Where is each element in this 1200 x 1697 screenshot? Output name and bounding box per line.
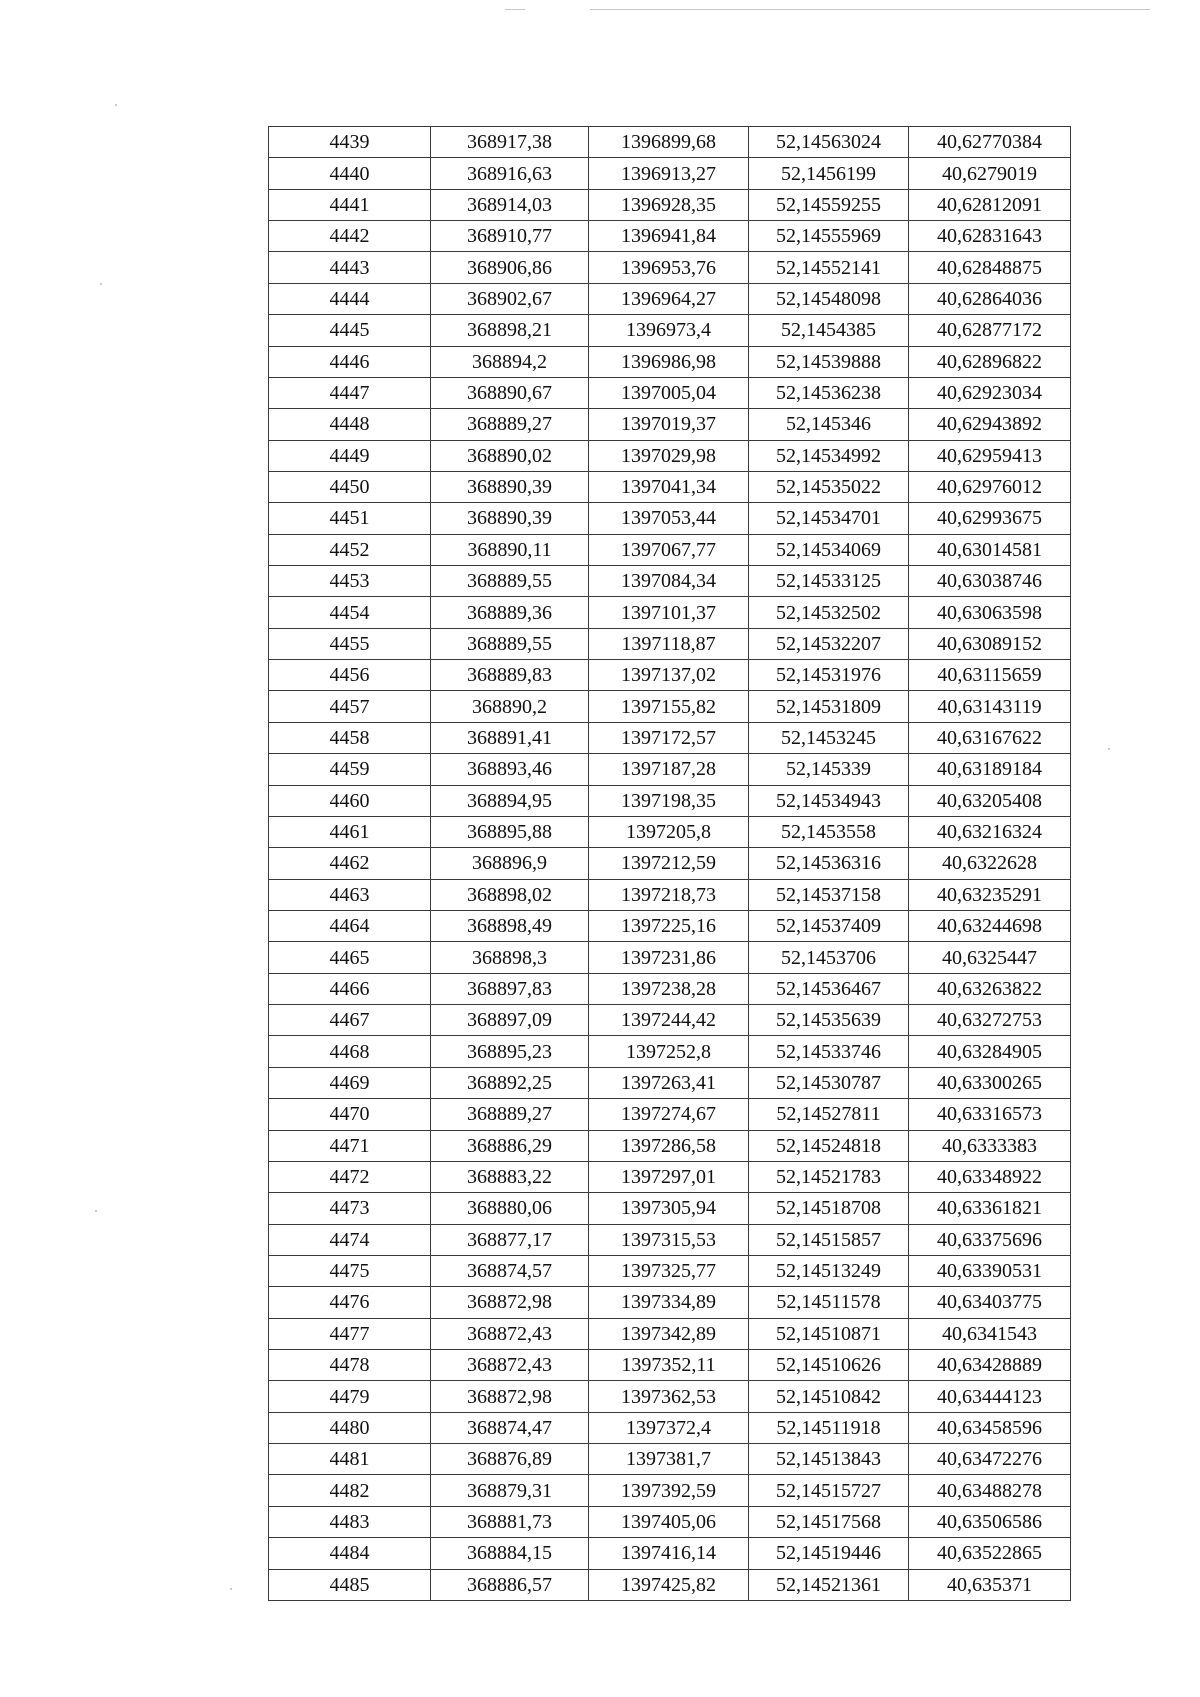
table-row	[269, 785, 1071, 816]
latitude-cell: 52,14533746	[749, 1036, 909, 1067]
point-number-cell: 4459	[269, 754, 431, 785]
latitude-cell: 52,14510626	[749, 1350, 909, 1381]
table-row	[269, 942, 1071, 973]
latitude-cell: 52,14555969	[749, 221, 909, 252]
y-coordinate-cell: 1397029,98	[589, 440, 749, 471]
latitude-cell: 52,14524818	[749, 1130, 909, 1161]
point-number-cell: 4449	[269, 440, 431, 471]
longitude-cell: 40,63244698	[909, 910, 1071, 941]
table-row	[269, 1318, 1071, 1349]
latitude-cell: 52,14527811	[749, 1099, 909, 1130]
latitude-cell: 52,14536238	[749, 377, 909, 408]
latitude-cell: 52,14531976	[749, 660, 909, 691]
y-coordinate-cell: 1397392,59	[589, 1475, 749, 1506]
longitude-cell: 40,63189184	[909, 754, 1071, 785]
latitude-cell: 52,14533125	[749, 566, 909, 597]
longitude-cell: 40,63428889	[909, 1350, 1071, 1381]
point-number-cell: 4476	[269, 1287, 431, 1318]
longitude-cell: 40,63143119	[909, 691, 1071, 722]
table-row	[269, 503, 1071, 534]
x-coordinate-cell: 368889,27	[431, 1099, 589, 1130]
longitude-cell: 40,63216324	[909, 816, 1071, 847]
x-coordinate-cell: 368895,23	[431, 1036, 589, 1067]
latitude-cell: 52,14530787	[749, 1067, 909, 1098]
point-number-cell: 4444	[269, 283, 431, 314]
point-number-cell: 4453	[269, 566, 431, 597]
y-coordinate-cell: 1396899,68	[589, 127, 749, 158]
y-coordinate-cell: 1397187,28	[589, 754, 749, 785]
longitude-cell: 40,62959413	[909, 440, 1071, 471]
latitude-cell: 52,14511918	[749, 1412, 909, 1443]
longitude-cell: 40,63014581	[909, 534, 1071, 565]
x-coordinate-cell: 368874,57	[431, 1255, 589, 1286]
table-row	[269, 816, 1071, 847]
x-coordinate-cell: 368910,77	[431, 221, 589, 252]
point-number-cell: 4460	[269, 785, 431, 816]
longitude-cell: 40,62896822	[909, 346, 1071, 377]
x-coordinate-cell: 368890,2	[431, 691, 589, 722]
longitude-cell: 40,62923034	[909, 377, 1071, 408]
latitude-cell: 52,14534069	[749, 534, 909, 565]
x-coordinate-cell: 368886,57	[431, 1569, 589, 1600]
table-row	[269, 597, 1071, 628]
point-number-cell: 4481	[269, 1444, 431, 1475]
table-row	[269, 910, 1071, 941]
point-number-cell: 4461	[269, 816, 431, 847]
x-coordinate-cell: 368906,86	[431, 252, 589, 283]
longitude-cell: 40,63284905	[909, 1036, 1071, 1067]
y-coordinate-cell: 1397381,7	[589, 1444, 749, 1475]
point-number-cell: 4463	[269, 879, 431, 910]
table-row	[269, 377, 1071, 408]
latitude-cell: 52,14536316	[749, 848, 909, 879]
table-row	[269, 1412, 1071, 1443]
point-number-cell: 4457	[269, 691, 431, 722]
latitude-cell: 52,14563024	[749, 127, 909, 158]
longitude-cell: 40,6322628	[909, 848, 1071, 879]
longitude-cell: 40,63390531	[909, 1255, 1071, 1286]
latitude-cell: 52,1453558	[749, 816, 909, 847]
x-coordinate-cell: 368881,73	[431, 1506, 589, 1537]
latitude-cell: 52,14521783	[749, 1161, 909, 1192]
latitude-cell: 52,14537409	[749, 910, 909, 941]
scan-speck	[1108, 748, 1110, 750]
table-row	[269, 346, 1071, 377]
longitude-cell: 40,635371	[909, 1569, 1071, 1600]
point-number-cell: 4441	[269, 189, 431, 220]
point-number-cell: 4452	[269, 534, 431, 565]
y-coordinate-cell: 1397067,77	[589, 534, 749, 565]
x-coordinate-cell: 368879,31	[431, 1475, 589, 1506]
table-row	[269, 127, 1071, 158]
latitude-cell: 52,1454385	[749, 315, 909, 346]
latitude-cell: 52,14518708	[749, 1193, 909, 1224]
point-number-cell: 4484	[269, 1538, 431, 1569]
longitude-cell: 40,63458596	[909, 1412, 1071, 1443]
y-coordinate-cell: 1396941,84	[589, 221, 749, 252]
point-number-cell: 4483	[269, 1506, 431, 1537]
latitude-cell: 52,14534992	[749, 440, 909, 471]
table-row	[269, 315, 1071, 346]
table-row	[269, 471, 1071, 502]
latitude-cell: 52,14552141	[749, 252, 909, 283]
x-coordinate-cell: 368902,67	[431, 283, 589, 314]
table-row	[269, 1569, 1071, 1600]
point-number-cell: 4475	[269, 1255, 431, 1286]
point-number-cell: 4471	[269, 1130, 431, 1161]
y-coordinate-cell: 1397263,41	[589, 1067, 749, 1098]
point-number-cell: 4451	[269, 503, 431, 534]
longitude-cell: 40,63472276	[909, 1444, 1071, 1475]
x-coordinate-cell: 368890,39	[431, 471, 589, 502]
longitude-cell: 40,63522865	[909, 1538, 1071, 1569]
x-coordinate-cell: 368893,46	[431, 754, 589, 785]
table-row	[269, 660, 1071, 691]
longitude-cell: 40,6341543	[909, 1318, 1071, 1349]
latitude-cell: 52,1456199	[749, 158, 909, 189]
latitude-cell: 52,14532207	[749, 628, 909, 659]
x-coordinate-cell: 368916,63	[431, 158, 589, 189]
point-number-cell: 4443	[269, 252, 431, 283]
point-number-cell: 4445	[269, 315, 431, 346]
point-number-cell: 4472	[269, 1161, 431, 1192]
x-coordinate-cell: 368896,9	[431, 848, 589, 879]
point-number-cell: 4448	[269, 409, 431, 440]
longitude-cell: 40,6333383	[909, 1130, 1071, 1161]
longitude-cell: 40,62848875	[909, 252, 1071, 283]
y-coordinate-cell: 1397212,59	[589, 848, 749, 879]
y-coordinate-cell: 1397252,8	[589, 1036, 749, 1067]
y-coordinate-cell: 1397297,01	[589, 1161, 749, 1192]
y-coordinate-cell: 1397416,14	[589, 1538, 749, 1569]
longitude-cell: 40,63038746	[909, 566, 1071, 597]
y-coordinate-cell: 1397372,4	[589, 1412, 749, 1443]
table-row	[269, 409, 1071, 440]
table-row	[269, 158, 1071, 189]
table-row	[269, 1287, 1071, 1318]
latitude-cell: 52,14510871	[749, 1318, 909, 1349]
longitude-cell: 40,63205408	[909, 785, 1071, 816]
point-number-cell: 4455	[269, 628, 431, 659]
y-coordinate-cell: 1396953,76	[589, 252, 749, 283]
table-row	[269, 879, 1071, 910]
longitude-cell: 40,63089152	[909, 628, 1071, 659]
point-number-cell: 4478	[269, 1350, 431, 1381]
x-coordinate-cell: 368889,55	[431, 566, 589, 597]
x-coordinate-cell: 368897,83	[431, 973, 589, 1004]
table-row	[269, 1381, 1071, 1412]
table-row	[269, 440, 1071, 471]
longitude-cell: 40,63375696	[909, 1224, 1071, 1255]
latitude-cell: 52,14517568	[749, 1506, 909, 1537]
longitude-cell: 40,63063598	[909, 597, 1071, 628]
x-coordinate-cell: 368877,17	[431, 1224, 589, 1255]
point-number-cell: 4469	[269, 1067, 431, 1098]
x-coordinate-cell: 368890,02	[431, 440, 589, 471]
y-coordinate-cell: 1397244,42	[589, 1005, 749, 1036]
longitude-cell: 40,63348922	[909, 1161, 1071, 1192]
x-coordinate-cell: 368897,09	[431, 1005, 589, 1036]
latitude-cell: 52,14539888	[749, 346, 909, 377]
longitude-cell: 40,62831643	[909, 221, 1071, 252]
x-coordinate-cell: 368914,03	[431, 189, 589, 220]
y-coordinate-cell: 1397274,67	[589, 1099, 749, 1130]
scan-speck	[95, 1210, 97, 1212]
longitude-cell: 40,63235291	[909, 879, 1071, 910]
latitude-cell: 52,14519446	[749, 1538, 909, 1569]
point-number-cell: 4465	[269, 942, 431, 973]
table-row	[269, 1350, 1071, 1381]
table-row	[269, 1475, 1071, 1506]
longitude-cell: 40,63115659	[909, 660, 1071, 691]
point-number-cell: 4477	[269, 1318, 431, 1349]
table-row	[269, 534, 1071, 565]
point-number-cell: 4462	[269, 848, 431, 879]
point-number-cell: 4464	[269, 910, 431, 941]
longitude-cell: 40,62976012	[909, 471, 1071, 502]
latitude-cell: 52,14532502	[749, 597, 909, 628]
latitude-cell: 52,14511578	[749, 1287, 909, 1318]
latitude-cell: 52,145339	[749, 754, 909, 785]
table-row	[269, 1067, 1071, 1098]
latitude-cell: 52,14515727	[749, 1475, 909, 1506]
table-row	[269, 566, 1071, 597]
y-coordinate-cell: 1397172,57	[589, 722, 749, 753]
table-row	[269, 1005, 1071, 1036]
y-coordinate-cell: 1397137,02	[589, 660, 749, 691]
point-number-cell: 4440	[269, 158, 431, 189]
point-number-cell: 4439	[269, 127, 431, 158]
point-number-cell: 4442	[269, 221, 431, 252]
x-coordinate-cell: 368891,41	[431, 722, 589, 753]
coordinates-table	[268, 126, 1071, 1601]
y-coordinate-cell: 1397118,87	[589, 628, 749, 659]
y-coordinate-cell: 1396964,27	[589, 283, 749, 314]
y-coordinate-cell: 1397352,11	[589, 1350, 749, 1381]
table-row	[269, 722, 1071, 753]
latitude-cell: 52,14513843	[749, 1444, 909, 1475]
longitude-cell: 40,62864036	[909, 283, 1071, 314]
y-coordinate-cell: 1396986,98	[589, 346, 749, 377]
x-coordinate-cell: 368874,47	[431, 1412, 589, 1443]
point-number-cell: 4467	[269, 1005, 431, 1036]
longitude-cell: 40,6279019	[909, 158, 1071, 189]
latitude-cell: 52,14521361	[749, 1569, 909, 1600]
longitude-cell: 40,63403775	[909, 1287, 1071, 1318]
y-coordinate-cell: 1397205,8	[589, 816, 749, 847]
x-coordinate-cell: 368890,67	[431, 377, 589, 408]
coordinates-table-body	[269, 127, 1071, 1601]
y-coordinate-cell: 1397405,06	[589, 1506, 749, 1537]
y-coordinate-cell: 1397425,82	[589, 1569, 749, 1600]
table-row	[269, 1224, 1071, 1255]
x-coordinate-cell: 368886,29	[431, 1130, 589, 1161]
x-coordinate-cell: 368889,27	[431, 409, 589, 440]
table-row	[269, 1193, 1071, 1224]
x-coordinate-cell: 368898,02	[431, 879, 589, 910]
scan-speck	[100, 283, 102, 285]
longitude-cell: 40,63506586	[909, 1506, 1071, 1537]
y-coordinate-cell: 1397155,82	[589, 691, 749, 722]
latitude-cell: 52,14535022	[749, 471, 909, 502]
longitude-cell: 40,63272753	[909, 1005, 1071, 1036]
x-coordinate-cell: 368884,15	[431, 1538, 589, 1569]
x-coordinate-cell: 368872,98	[431, 1287, 589, 1318]
x-coordinate-cell: 368872,43	[431, 1350, 589, 1381]
latitude-cell: 52,14535639	[749, 1005, 909, 1036]
table-row	[269, 1099, 1071, 1130]
longitude-cell: 40,62877172	[909, 315, 1071, 346]
latitude-cell: 52,14534943	[749, 785, 909, 816]
x-coordinate-cell: 368894,2	[431, 346, 589, 377]
point-number-cell: 4468	[269, 1036, 431, 1067]
x-coordinate-cell: 368898,3	[431, 942, 589, 973]
longitude-cell: 40,63444123	[909, 1381, 1071, 1412]
x-coordinate-cell: 368889,55	[431, 628, 589, 659]
point-number-cell: 4454	[269, 597, 431, 628]
point-number-cell: 4458	[269, 722, 431, 753]
scan-speck	[230, 1588, 232, 1590]
y-coordinate-cell: 1397041,34	[589, 471, 749, 502]
longitude-cell: 40,63488278	[909, 1475, 1071, 1506]
y-coordinate-cell: 1397101,37	[589, 597, 749, 628]
y-coordinate-cell: 1397198,35	[589, 785, 749, 816]
table-row	[269, 1444, 1071, 1475]
y-coordinate-cell: 1397325,77	[589, 1255, 749, 1286]
latitude-cell: 52,14531809	[749, 691, 909, 722]
x-coordinate-cell: 368880,06	[431, 1193, 589, 1224]
y-coordinate-cell: 1397342,89	[589, 1318, 749, 1349]
latitude-cell: 52,1453706	[749, 942, 909, 973]
y-coordinate-cell: 1396928,35	[589, 189, 749, 220]
y-coordinate-cell: 1397084,34	[589, 566, 749, 597]
y-coordinate-cell: 1397005,04	[589, 377, 749, 408]
longitude-cell: 40,63300265	[909, 1067, 1071, 1098]
latitude-cell: 52,14510842	[749, 1381, 909, 1412]
longitude-cell: 40,63316573	[909, 1099, 1071, 1130]
table-row	[269, 189, 1071, 220]
point-number-cell: 4456	[269, 660, 431, 691]
point-number-cell: 4470	[269, 1099, 431, 1130]
latitude-cell: 52,145346	[749, 409, 909, 440]
table-row	[269, 754, 1071, 785]
table-row	[269, 1506, 1071, 1537]
y-coordinate-cell: 1397334,89	[589, 1287, 749, 1318]
scan-speck	[115, 104, 117, 106]
x-coordinate-cell: 368883,22	[431, 1161, 589, 1192]
x-coordinate-cell: 368872,43	[431, 1318, 589, 1349]
point-number-cell: 4480	[269, 1412, 431, 1443]
table-row	[269, 848, 1071, 879]
y-coordinate-cell: 1396973,4	[589, 315, 749, 346]
longitude-cell: 40,6325447	[909, 942, 1071, 973]
x-coordinate-cell: 368872,98	[431, 1381, 589, 1412]
y-coordinate-cell: 1397286,58	[589, 1130, 749, 1161]
scan-artifact-line	[590, 9, 1150, 10]
point-number-cell: 4446	[269, 346, 431, 377]
x-coordinate-cell: 368889,36	[431, 597, 589, 628]
point-number-cell: 4482	[269, 1475, 431, 1506]
table-row	[269, 1161, 1071, 1192]
longitude-cell: 40,62943892	[909, 409, 1071, 440]
x-coordinate-cell: 368917,38	[431, 127, 589, 158]
table-row	[269, 1255, 1071, 1286]
longitude-cell: 40,63263822	[909, 973, 1071, 1004]
point-number-cell: 4447	[269, 377, 431, 408]
x-coordinate-cell: 368890,11	[431, 534, 589, 565]
table-row	[269, 221, 1071, 252]
point-number-cell: 4479	[269, 1381, 431, 1412]
longitude-cell: 40,63361821	[909, 1193, 1071, 1224]
point-number-cell: 4473	[269, 1193, 431, 1224]
point-number-cell: 4474	[269, 1224, 431, 1255]
longitude-cell: 40,63167622	[909, 722, 1071, 753]
x-coordinate-cell: 368892,25	[431, 1067, 589, 1098]
table-row	[269, 1538, 1071, 1569]
x-coordinate-cell: 368898,21	[431, 315, 589, 346]
latitude-cell: 52,14515857	[749, 1224, 909, 1255]
latitude-cell: 52,14559255	[749, 189, 909, 220]
y-coordinate-cell: 1397218,73	[589, 879, 749, 910]
x-coordinate-cell: 368890,39	[431, 503, 589, 534]
x-coordinate-cell: 368876,89	[431, 1444, 589, 1475]
x-coordinate-cell: 368889,83	[431, 660, 589, 691]
point-number-cell: 4485	[269, 1569, 431, 1600]
table-row	[269, 1130, 1071, 1161]
y-coordinate-cell: 1397225,16	[589, 910, 749, 941]
longitude-cell: 40,62770384	[909, 127, 1071, 158]
x-coordinate-cell: 368895,88	[431, 816, 589, 847]
y-coordinate-cell: 1397305,94	[589, 1193, 749, 1224]
x-coordinate-cell: 368898,49	[431, 910, 589, 941]
latitude-cell: 52,14536467	[749, 973, 909, 1004]
table-row	[269, 628, 1071, 659]
longitude-cell: 40,62812091	[909, 189, 1071, 220]
latitude-cell: 52,14513249	[749, 1255, 909, 1286]
y-coordinate-cell: 1396913,27	[589, 158, 749, 189]
y-coordinate-cell: 1397019,37	[589, 409, 749, 440]
latitude-cell: 52,14534701	[749, 503, 909, 534]
latitude-cell: 52,1453245	[749, 722, 909, 753]
table-row	[269, 252, 1071, 283]
point-number-cell: 4466	[269, 973, 431, 1004]
latitude-cell: 52,14537158	[749, 879, 909, 910]
y-coordinate-cell: 1397315,53	[589, 1224, 749, 1255]
scan-artifact-line	[505, 9, 525, 10]
y-coordinate-cell: 1397231,86	[589, 942, 749, 973]
latitude-cell: 52,14548098	[749, 283, 909, 314]
table-row	[269, 691, 1071, 722]
longitude-cell: 40,62993675	[909, 503, 1071, 534]
table-row	[269, 283, 1071, 314]
y-coordinate-cell: 1397053,44	[589, 503, 749, 534]
x-coordinate-cell: 368894,95	[431, 785, 589, 816]
y-coordinate-cell: 1397238,28	[589, 973, 749, 1004]
y-coordinate-cell: 1397362,53	[589, 1381, 749, 1412]
table-row	[269, 1036, 1071, 1067]
point-number-cell: 4450	[269, 471, 431, 502]
table-row	[269, 973, 1071, 1004]
